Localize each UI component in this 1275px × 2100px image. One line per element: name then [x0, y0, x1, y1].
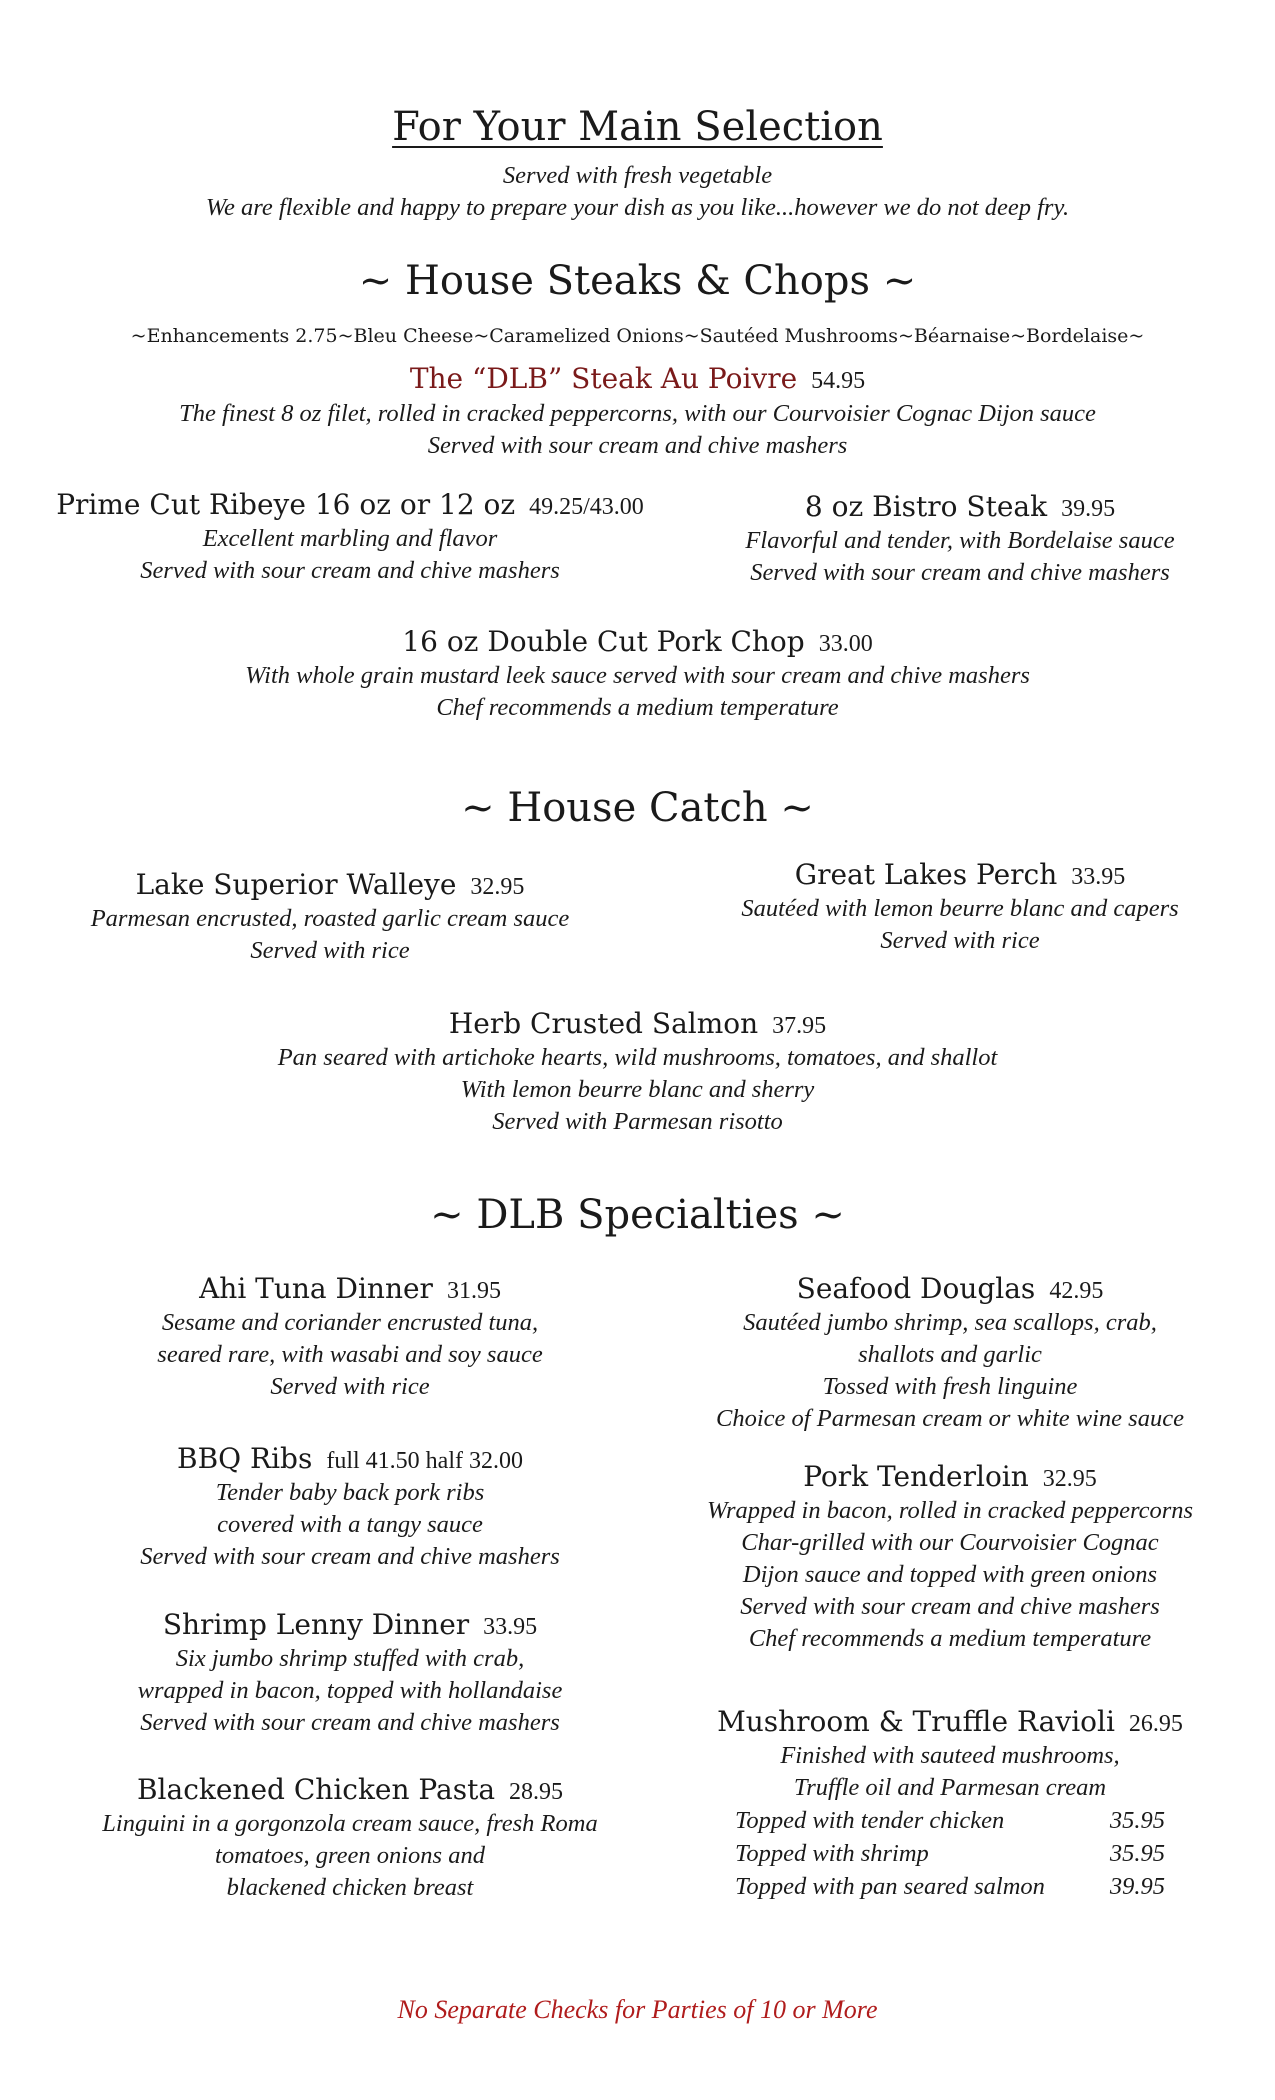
menu-item-walleye [30, 868, 630, 967]
item-name: Prime Cut Ribeye 16 oz or 12 oz [56, 488, 516, 521]
item-price: 49.25/43.00 [529, 494, 644, 520]
addon-row [735, 1870, 1165, 1903]
item-price: 33.95 [483, 1614, 538, 1640]
menu-item-blackened-chicken-pasta [60, 1773, 640, 1904]
menu-item-salmon [0, 1007, 1275, 1138]
item-price: 37.95 [772, 1013, 827, 1039]
item-desc: Served with sour cream and chive mashers [140, 1543, 560, 1570]
item-name: Lake Superior Walleye [135, 868, 457, 901]
item-desc: Served with Parmesan risotto [492, 1108, 783, 1135]
item-desc: Six jumbo shrimp stuffed with crab, [175, 1645, 525, 1672]
item-desc: Choice of Parmesan cream or white wine sauce [716, 1405, 1184, 1432]
section-heading-steaks: ~ House Steaks & Chops ~ [358, 258, 917, 304]
item-name: Ahi Tuna Dinner [199, 1272, 433, 1305]
item-name: Seafood Douglas [796, 1272, 1036, 1305]
ravioli-addons [735, 1804, 1165, 1903]
item-desc: Truffle oil and Parmesan cream [793, 1774, 1107, 1801]
menu-item-pork-tenderloin [640, 1460, 1260, 1655]
item-desc: Char-grilled with our Courvoisier Cognac [741, 1529, 1159, 1556]
header-subtitle-2: We are flexible and happy to prepare your dish as you like...however we do not deep fry. [205, 194, 1070, 221]
item-desc: wrapped in bacon, topped with hollandaise [137, 1677, 563, 1704]
item-desc: Served with rice [270, 1373, 430, 1400]
item-price: 26.95 [1128, 1711, 1183, 1737]
item-desc: With whole grain mustard leek sauce served with sour cream and chive mashers [245, 662, 1030, 689]
footer-note: No Separate Checks for Parties of 10 or More [397, 1995, 878, 2024]
item-name: BBQ Ribs [177, 1442, 313, 1475]
menu-item-au-poivre [0, 362, 1275, 395]
item-desc: Sautéed jumbo shrimp, sea scallops, crab, [743, 1309, 1157, 1336]
item-price: 54.95 [811, 368, 866, 394]
item-desc: Sautéed with lemon beurre blanc and capers [741, 895, 1179, 922]
item-price: 32.95 [1042, 1466, 1097, 1492]
menu-item-bistro [680, 490, 1240, 589]
item-desc: Pan seared with artichoke hearts, wild mushrooms, tomatoes, and shallot [277, 1044, 998, 1071]
item-desc: Served with sour cream and chive mashers [740, 1593, 1160, 1620]
item-desc: Dijon sauce and topped with green onions [742, 1561, 1158, 1588]
item-desc: blackened chicken breast [226, 1874, 474, 1901]
item-name: Shrimp Lenny Dinner [162, 1608, 470, 1641]
item-desc: With lemon beurre blanc and sherry [460, 1076, 815, 1103]
item-name: Mushroom & Truffle Ravioli [717, 1705, 1115, 1738]
item-desc: Served with rice [250, 937, 410, 964]
item-name: The “DLB” Steak Au Poivre [409, 362, 798, 395]
item-desc: Wrapped in bacon, rolled in cracked peppercorns [706, 1497, 1194, 1524]
item-desc: Tossed with fresh linguine [822, 1373, 1078, 1400]
item-desc: Chef recommends a medium temperature [748, 1625, 1152, 1652]
item-desc: Sesame and coriander encrusted tuna, [161, 1309, 539, 1336]
item-price: 33.95 [1071, 864, 1126, 890]
menu-item-perch [660, 858, 1260, 957]
item-desc: tomatoes, green onions and [215, 1842, 485, 1869]
menu-item-shrimp-lenny [60, 1608, 640, 1739]
enhancements-line: ~Enhancements 2.75~Bleu Cheese~Caramelized Onions~Sautéed Mushrooms~Béarnaise~Bordelaise~ [130, 325, 1145, 347]
menu-item-seafood-douglas [640, 1272, 1260, 1435]
section-heading-specialties: ~ DLB Specialties ~ [430, 1192, 845, 1238]
item-name: Blackened Chicken Pasta [136, 1773, 496, 1806]
section-heading-catch: ~ House Catch ~ [461, 785, 814, 831]
item-desc: shallots and garlic [858, 1341, 1042, 1368]
item-desc: Linguini in a gorgonzola cream sauce, fresh Roma [102, 1810, 598, 1837]
item-desc: Excellent marbling and flavor [202, 525, 498, 552]
addon-price: 35.95 [1109, 1840, 1165, 1867]
item-price: 28.95 [509, 1779, 564, 1805]
item-desc: Served with sour cream and chive mashers [140, 557, 560, 584]
item-desc: Finished with sauteed mushrooms, [780, 1742, 1120, 1769]
item-desc: covered with a tangy sauce [217, 1511, 483, 1538]
item-desc: Served with sour cream and chive mashers [140, 1709, 560, 1736]
addon-price: 39.95 [1109, 1873, 1165, 1900]
addon-label: Topped with tender chicken [735, 1807, 1005, 1834]
addon-label: Topped with pan seared salmon [735, 1873, 1045, 1900]
item-name: Great Lakes Perch [794, 858, 1058, 891]
item-name: Herb Crusted Salmon [448, 1007, 759, 1040]
item-name: 16 oz Double Cut Pork Chop [402, 625, 805, 658]
item-desc: Served with rice [880, 927, 1040, 954]
header-subtitle-1: Served with fresh vegetable [502, 162, 773, 189]
item-desc: Parmesan encrusted, roasted garlic cream sauce [90, 905, 570, 932]
item-desc: Served with sour cream and chive mashers [427, 432, 848, 459]
menu-item-ahi-tuna [60, 1272, 640, 1403]
addon-price: 35.95 [1109, 1807, 1165, 1834]
menu-item-pork-chop [0, 625, 1275, 724]
menu-item-mushroom-truffle-ravioli [640, 1705, 1260, 1903]
item-price: 32.95 [470, 874, 525, 900]
item-price: 39.95 [1061, 496, 1116, 522]
item-price: 42.95 [1049, 1278, 1104, 1304]
addon-row [735, 1837, 1165, 1870]
item-desc: Served with sour cream and chive mashers [750, 559, 1170, 586]
addon-label: Topped with shrimp [735, 1840, 929, 1867]
item-name: Pork Tenderloin [803, 1460, 1029, 1493]
addon-row [735, 1804, 1165, 1837]
item-name: 8 oz Bistro Steak [804, 490, 1048, 523]
item-price: 31.95 [446, 1278, 501, 1304]
item-desc: Tender baby back pork ribs [215, 1479, 485, 1506]
page-title: For Your Main Selection [392, 104, 883, 150]
item-desc: Chef recommends a medium temperature [436, 694, 839, 721]
item-price: full 41.50 half 32.00 [326, 1448, 523, 1474]
item-desc: The finest 8 oz filet, rolled in cracked peppercorns, with our Courvoisier Cognac Dijon sauce [179, 400, 1096, 427]
item-price: 33.00 [818, 631, 873, 657]
item-desc: Flavorful and tender, with Bordelaise sauce [745, 527, 1175, 554]
item-desc: seared rare, with wasabi and soy sauce [157, 1341, 543, 1368]
menu-item-ribeye [30, 488, 670, 587]
menu-item-bbq-ribs [60, 1442, 640, 1573]
